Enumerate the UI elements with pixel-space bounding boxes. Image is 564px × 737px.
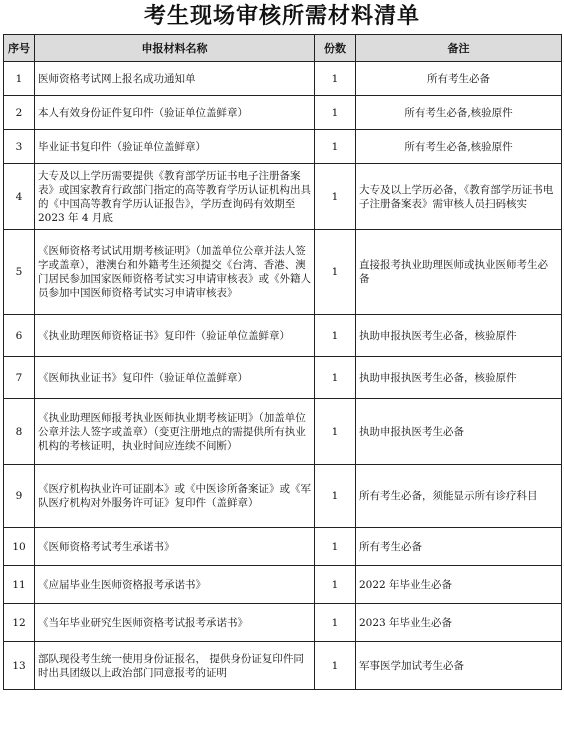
remark: 所有考生必备,核验原件 [356, 96, 562, 130]
copies-count: 1 [315, 164, 356, 230]
remark: 所有考生必备 [356, 62, 562, 96]
table-row [4, 528, 562, 566]
table-row [4, 164, 562, 230]
remark: 2023 年毕业生必备 [356, 604, 562, 642]
header-no: 序号 [4, 35, 35, 62]
table-row [4, 315, 562, 357]
row-number: 9 [4, 465, 35, 528]
material-name: 《医师资格考试试用期考核证明》（加盖单位公章并法人签字或盖章），港澳台和外籍考生还须提交《台湾、香港、澳门居民参加国家医师资格考试实习申请审核表》或《外籍人员参加中国医师资格考试实习申请审核表》 [35, 230, 315, 315]
material-name: 《医师资格考试考生承诺书》 [35, 528, 315, 566]
copies-count: 1 [315, 96, 356, 130]
header-note: 备注 [356, 35, 562, 62]
header-qty: 份数 [315, 35, 356, 62]
copies-count: 1 [315, 566, 356, 604]
row-number: 10 [4, 528, 35, 566]
row-number: 11 [4, 566, 35, 604]
copies-count: 1 [315, 357, 356, 399]
document-title: 考生现场审核所需材料清单 [143, 4, 420, 29]
copies-count: 1 [315, 315, 356, 357]
table-row [4, 465, 562, 528]
row-number: 8 [4, 399, 35, 465]
table-row [4, 566, 562, 604]
row-number: 7 [4, 357, 35, 399]
material-name: 部队现役考生统一使用身份证报名， 提供身份证复印件同时出具团级以上政治部门同意报考的证明 [35, 642, 315, 690]
row-number: 5 [4, 230, 35, 315]
copies-count: 1 [315, 642, 356, 690]
header-name: 申报材料名称 [35, 35, 315, 62]
material-name: 医师资格考试网上报名成功通知单 [35, 62, 315, 96]
table-row [4, 399, 562, 465]
remark: 大专及以上学历必备，《教育部学历证书电子注册备案表》需审核人员扫码核实 [356, 164, 562, 230]
remark: 2022 年毕业生必备 [356, 566, 562, 604]
materials-table [3, 34, 562, 690]
copies-count: 1 [315, 130, 356, 164]
table-row [4, 357, 562, 399]
row-number: 13 [4, 642, 35, 690]
remark: 执助申报执医考生必备，核验原件 [356, 315, 562, 357]
remark: 执助申报执医考生必备，核验原件 [356, 357, 562, 399]
remark: 所有考生必备,核验原件 [356, 130, 562, 164]
material-name: 《应届毕业生医师资格报考承诺书》 [35, 566, 315, 604]
material-name: 《医师执业证书》复印件（验证单位盖鲜章） [35, 357, 315, 399]
copies-count: 1 [315, 62, 356, 96]
remark: 所有考生必备 [356, 528, 562, 566]
material-name: 毕业证书复印件（验证单位盖鲜章） [35, 130, 315, 164]
copies-count: 1 [315, 465, 356, 528]
row-number: 1 [4, 62, 35, 96]
table-row [4, 62, 562, 96]
row-number: 4 [4, 164, 35, 230]
copies-count: 1 [315, 230, 356, 315]
table-header-row [4, 35, 562, 62]
material-name: 《执业助理医师报考执业医师执业期考核证明》（加盖单位公章并法人签字或盖章）（变更注册地点的需提供所有执业机构的考核证明，执业时间应连续不间断） [35, 399, 315, 465]
table-row [4, 230, 562, 315]
table-row [4, 604, 562, 642]
remark: 直接报考执业助理医师或执业医师考生必备 [356, 230, 562, 315]
table-row [4, 96, 562, 130]
remark: 执助申报执医考生必备 [356, 399, 562, 465]
remark: 军事医学加试考生必备 [356, 642, 562, 690]
table-row [4, 130, 562, 164]
row-number: 3 [4, 130, 35, 164]
material-name: 《执业助理医师资格证书》复印件（验证单位盖鲜章） [35, 315, 315, 357]
material-name: 《医疗机构执业许可证副本》或《中医诊所备案证》或《军队医疗机构对外服务许可证》复印件（盖鲜章） [35, 465, 315, 528]
material-name: 大专及以上学历需要提供《教育部学历证书电子注册备案表》或国家教育行政部门指定的高等教育学历认证机构出具的《中国高等教育学历认证报告》，学历查询码有效期至 2023 年 4 月底 [35, 164, 315, 230]
remark: 所有考生必备，须能显示所有诊疗科目 [356, 465, 562, 528]
material-name: 《当年毕业研究生医师资格考试报考承诺书》 [35, 604, 315, 642]
copies-count: 1 [315, 604, 356, 642]
row-number: 6 [4, 315, 35, 357]
row-number: 2 [4, 96, 35, 130]
row-number: 12 [4, 604, 35, 642]
material-name: 本人有效身份证件复印件（验证单位盖鲜章） [35, 96, 315, 130]
copies-count: 1 [315, 399, 356, 465]
table-row [4, 642, 562, 690]
copies-count: 1 [315, 528, 356, 566]
